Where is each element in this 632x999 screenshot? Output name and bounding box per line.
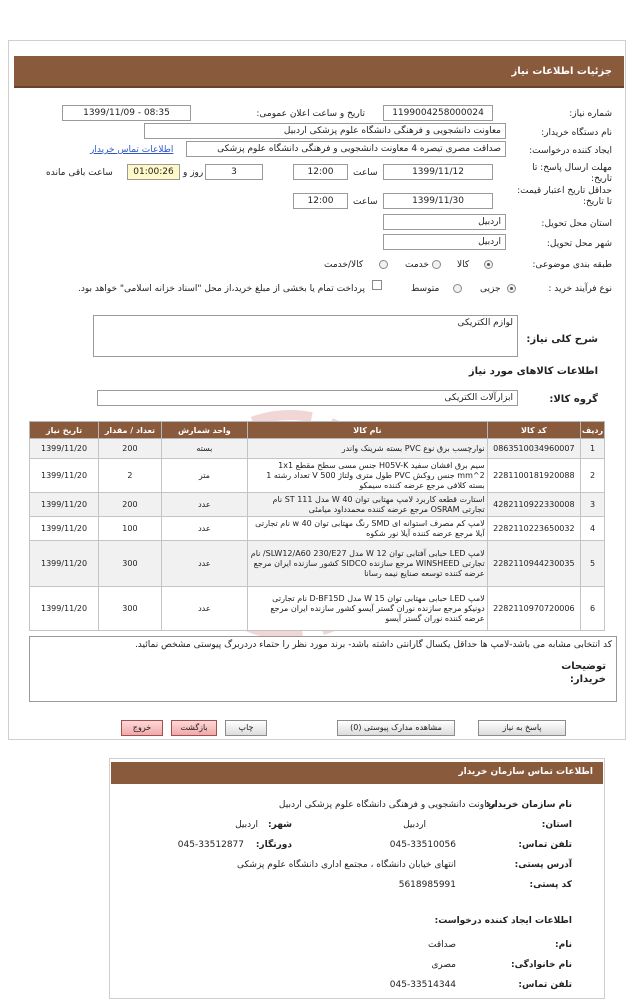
creator-name-value: صداقت bbox=[427, 940, 456, 950]
cell-date: 1399/11/20 bbox=[30, 459, 99, 493]
cell-name: نوارچسب برق نوع PVC بسته شرینک واندر bbox=[248, 439, 488, 459]
buyer-contact-link[interactable]: اطلاعات تماس خریدار bbox=[90, 145, 174, 155]
cell-code: 4282110922330008 bbox=[487, 493, 580, 517]
cell-row: 2 bbox=[580, 459, 604, 493]
remaining-time: 01:00:26 bbox=[127, 164, 180, 180]
category-both-radio[interactable] bbox=[379, 260, 388, 269]
contact-city-label: شهر: bbox=[268, 820, 292, 830]
col-date: تاریخ نیاز bbox=[30, 422, 99, 439]
cell-row: 3 bbox=[580, 493, 604, 517]
cell-row: 1 bbox=[580, 439, 604, 459]
buyer-org-label: نام دستگاه خریدار: bbox=[541, 128, 612, 138]
cell-qty: 200 bbox=[99, 439, 162, 459]
cell-name: استارت قطعه کاربرد لامپ مهتابی توان 40 W مدل ST 111 نام تجارتی OSRAM مرجع عرضه کننده محمدداود میامئی bbox=[248, 493, 488, 517]
cell-qty: 100 bbox=[99, 517, 162, 541]
cell-unit: عدد bbox=[161, 517, 247, 541]
table-row bbox=[30, 459, 605, 493]
cell-code: 2282110944230035 bbox=[487, 541, 580, 587]
process-medium-radio[interactable] bbox=[453, 284, 462, 293]
org-name-label: نام سازمان خریدار: bbox=[485, 800, 572, 810]
cell-date: 1399/11/20 bbox=[30, 587, 99, 631]
province-field: اردبیل bbox=[383, 214, 506, 230]
cell-qty: 300 bbox=[99, 541, 162, 587]
need-number-label: شماره نیاز: bbox=[569, 109, 612, 119]
price-validity-date: 1399/11/30 bbox=[383, 193, 493, 209]
cell-code: 0863510034960007 bbox=[487, 439, 580, 459]
contact-panel-header bbox=[111, 762, 603, 784]
contact-postal-value: 5618985991 bbox=[398, 880, 456, 890]
overall-desc-label: شرح کلی نیاز: bbox=[526, 334, 598, 345]
category-goods-label: کالا bbox=[457, 260, 470, 270]
cell-qty: 2 bbox=[99, 459, 162, 493]
category-goods-radio[interactable] bbox=[484, 260, 493, 269]
creator-name-label: نام: bbox=[555, 940, 572, 950]
cell-date: 1399/11/20 bbox=[30, 541, 99, 587]
cell-date: 1399/11/20 bbox=[30, 493, 99, 517]
panel-header bbox=[14, 56, 624, 88]
cell-name: سیم برق افشان سفید H05V-K جنس مسی سطح مقطع 1x1 mm^2 جنس روکش PVC طول متری ولتاژ 500 V تعداد رشته 1 بسته کلافی مرجع عرضه کننده سیمکو bbox=[248, 459, 488, 493]
cell-qty: 200 bbox=[99, 493, 162, 517]
treasury-payment-checkbox[interactable] bbox=[372, 280, 382, 290]
category-service-label: خدمت bbox=[405, 260, 429, 270]
overall-desc-field: لوازم الکتریکی bbox=[93, 315, 518, 357]
table-row bbox=[30, 439, 605, 459]
process-label: نوع فرآیند خرید : bbox=[548, 284, 612, 294]
reply-deadline-time: 12:00 bbox=[293, 164, 348, 180]
items-section-title: اطلاعات کالاهای مورد نیاز bbox=[468, 366, 598, 377]
col-row: ردیف bbox=[580, 422, 604, 439]
process-minor-label: جزیی bbox=[480, 284, 501, 294]
contact-city-value: اردبیل bbox=[235, 820, 258, 830]
reply-deadline-label: مهلت ارسال پاسخ: تا تاریخ: bbox=[532, 163, 612, 184]
days-label: روز و bbox=[183, 168, 204, 178]
table-row bbox=[30, 493, 605, 517]
cell-name: لامپ کم مصرف استوانه ای SMD رنگ مهتابی توان 40 w نام تجارتی آیلا مرجع عرضه کننده آیلا نور شکوه bbox=[248, 517, 488, 541]
cell-name: لامپ LED حبابی آفتابی توان 12 W مدل SLW12/A60 230/E27/ نام تجارتی WINSHEED مرجع سازنده SIDCO کشور سازنده ایران مرجع عرضه کننده توسعه صنایع نیمه رسانا bbox=[248, 541, 488, 587]
contact-fax-value: 045-33512877 bbox=[177, 840, 244, 850]
reply-time-label: ساعت bbox=[353, 168, 378, 178]
org-name-value: معاونت دانشجویی و فرهنگی دانشگاه علوم پزشکی اردبیل bbox=[278, 800, 496, 810]
back-button[interactable]: بازگشت bbox=[171, 720, 217, 736]
buyer-notes-field: کد انتخابی مشابه می باشد-لامپ ها حداقل یکسال گارانتی داشته باشد- برند مورد نظر را حتماء دردربرگ پیوستی مشخص نمائید. bbox=[29, 636, 617, 702]
items-table bbox=[29, 421, 605, 631]
table-row bbox=[30, 541, 605, 587]
cell-row: 5 bbox=[580, 541, 604, 587]
cell-unit: متر bbox=[161, 459, 247, 493]
cell-row: 4 bbox=[580, 517, 604, 541]
creator-family-value: مصری bbox=[431, 960, 456, 970]
contact-province-value: اردبیل bbox=[403, 820, 426, 830]
cell-qty: 300 bbox=[99, 587, 162, 631]
cell-unit: عدد bbox=[161, 587, 247, 631]
creator-family-label: نام خانوادگی: bbox=[510, 960, 572, 970]
cell-date: 1399/11/20 bbox=[30, 439, 99, 459]
table-row bbox=[30, 517, 605, 541]
cell-unit: بسته bbox=[161, 439, 247, 459]
city-field: اردبیل bbox=[383, 234, 506, 250]
price-validity-time: 12:00 bbox=[293, 193, 348, 209]
contact-phone-value: 045-33510056 bbox=[389, 840, 456, 850]
cell-code: 2282110970720006 bbox=[487, 587, 580, 631]
goods-group-field: ابزارآلات الکتریکی bbox=[97, 390, 518, 406]
contact-province-label: استان: bbox=[541, 820, 572, 830]
treasury-payment-note: پرداخت تمام یا بخشی از مبلغ خرید،از محل "اسناد خزانه اسلامی" خواهد بود. bbox=[77, 284, 365, 294]
city-label: شهر محل تحویل: bbox=[546, 239, 612, 249]
attachments-button[interactable]: مشاهده مدارک پیوستی (0) bbox=[337, 720, 455, 736]
remaining-days: 3 bbox=[205, 164, 263, 180]
col-unit: واحد شمارش bbox=[161, 422, 247, 439]
contact-panel-title: اطلاعات تماس سازمان خریدار bbox=[458, 767, 593, 777]
contact-phone-label: تلفن تماس: bbox=[518, 840, 572, 850]
contact-postal-label: کد پستی: bbox=[529, 880, 572, 890]
category-service-radio[interactable] bbox=[432, 260, 441, 269]
panel-title: جزئیات اطلاعات نیاز bbox=[511, 66, 612, 77]
col-qty: تعداد / مقدار bbox=[99, 422, 162, 439]
contact-fax-label: دورنگار: bbox=[255, 840, 292, 850]
price-time-label: ساعت bbox=[353, 197, 378, 207]
cell-unit: عدد bbox=[161, 541, 247, 587]
reply-button[interactable]: پاسخ به نیاز bbox=[478, 720, 566, 736]
announce-datetime-label: تاریخ و ساعت اعلان عمومی: bbox=[256, 109, 365, 119]
cell-row: 6 bbox=[580, 587, 604, 631]
cell-date: 1399/11/20 bbox=[30, 517, 99, 541]
cell-code: 2281100181920088 bbox=[487, 459, 580, 493]
remaining-label: ساعت باقی مانده bbox=[46, 168, 113, 178]
contact-address-label: آدرس پستی: bbox=[514, 860, 572, 870]
price-validity-label: حداقل تاریخ اعتبار قیمت: تا تاریخ: bbox=[517, 186, 612, 207]
buyer-org-field: معاونت دانشجویی و فرهنگی دانشگاه علوم پزشکی اردبیل bbox=[144, 123, 506, 139]
cell-name: لامپ LED حبابی مهتابی توان 15 W مدل D-BF15D نام تجارتی دونیکو مرجع سازنده نوران گستر آیسو کشور سازنده ایران مرجع عرضه کننده نوران گستر آیسو bbox=[248, 587, 488, 631]
creator-phone-label: تلفن تماس: bbox=[518, 980, 572, 990]
category-label: طبقه بندی موضوعی: bbox=[532, 260, 612, 270]
announce-datetime-field: 1399/11/09 - 08:35 bbox=[62, 105, 191, 121]
reply-deadline-date: 1399/11/12 bbox=[383, 164, 493, 180]
exit-button[interactable]: خروج bbox=[121, 720, 163, 736]
col-name: نام کالا bbox=[248, 422, 488, 439]
category-both-label: کالا/خدمت bbox=[324, 260, 364, 270]
process-minor-radio[interactable] bbox=[507, 284, 516, 293]
cell-unit: عدد bbox=[161, 493, 247, 517]
buyer-notes-label: توضیحات خریدار: bbox=[561, 661, 606, 685]
contact-address-value: انتهای خیابان دانشگاه ، مجتمع اداری دانشگاه علوم پزشکی bbox=[236, 860, 456, 870]
process-medium-label: متوسط bbox=[411, 284, 440, 294]
creator-phone-value: 045-33514344 bbox=[389, 980, 456, 990]
col-code: کد کالا bbox=[487, 422, 580, 439]
print-button[interactable]: چاپ bbox=[225, 720, 267, 736]
cell-code: 2282110223650032 bbox=[487, 517, 580, 541]
goods-group-label: گروه کالا: bbox=[549, 394, 598, 405]
requester-field: صداقت مصری تیصره 4 معاونت دانشجویی و فرهنگی دانشگاه علوم پزشکی bbox=[186, 141, 506, 157]
table-row bbox=[30, 587, 605, 631]
requester-label: ایجاد کننده درخواست: bbox=[529, 146, 612, 156]
need-number-field: 1199004258000024 bbox=[383, 105, 493, 121]
province-label: استان محل تحویل: bbox=[541, 219, 612, 229]
creator-section-title: اطلاعات ایجاد کننده درخواست: bbox=[434, 916, 572, 926]
